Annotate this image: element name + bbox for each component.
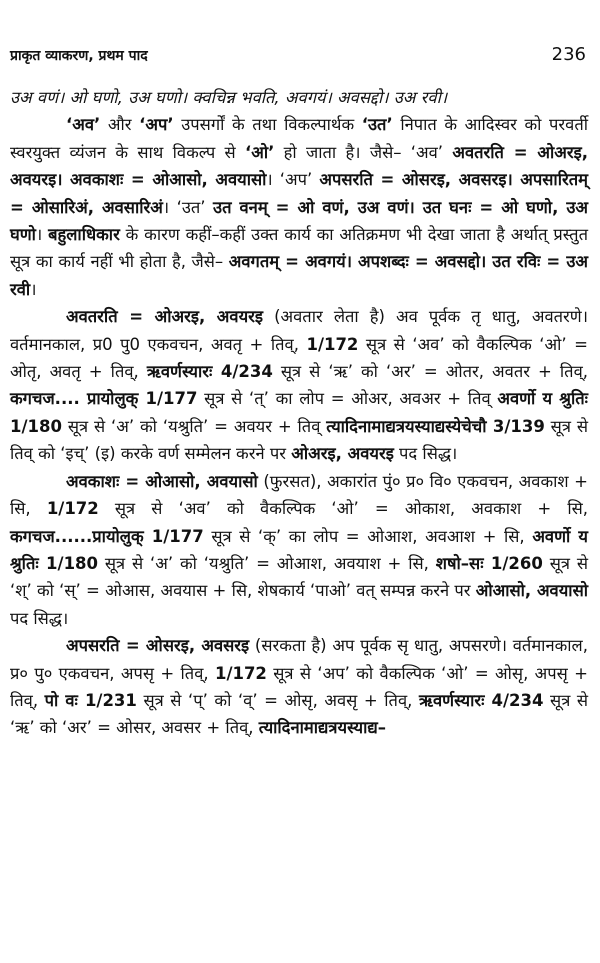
- bold-text: अवकाशः = ओआसो, अवयासो: [66, 471, 258, 491]
- text-run: उअ वणं। ओ घणो, उअ घणो। क्वचिन्न भवति, अवगयं। अवसद्दो। उअ रवी।: [10, 88, 448, 107]
- text-run: पद सिद्ध।: [393, 444, 458, 464]
- bold-text: अवगतम् = अवगयं। अपशब्दः = अवसद्दो। उत रविः = उअ रवी: [10, 252, 588, 299]
- bold-text: अवर्णो य श्रुतिः 1/180: [10, 526, 588, 573]
- text-run: ।: [30, 279, 37, 299]
- bold-text: शषो–सः 1/260: [435, 553, 543, 573]
- paragraph: [10, 303, 588, 467]
- text-run: सूत्र से ‘प्’ को ‘व्’ = ओसृ, अवसृ + तिव्,: [136, 690, 419, 710]
- paragraph: [10, 632, 588, 742]
- text-run: सूत्र से ‘ऋ’ को ‘अर’ = ओतर, अवतर + तिव्,: [272, 362, 588, 382]
- bold-text: त्यादिनामाद्यत्रयस्याद्यस्येचेचौ 3/139: [326, 416, 545, 436]
- bold-text: 1/172: [214, 663, 267, 683]
- bold-text: कगचज.... प्रायोलुक् 1/177: [10, 389, 198, 409]
- bold-text: उत वनम् = ओ वणं, उअ वणं। उत घनः = ओ घणो, उअ घणो: [10, 197, 588, 245]
- text-run: पद सिद्ध।: [10, 608, 69, 628]
- text-run: ।: [35, 225, 49, 245]
- text-run: सूत्र से ‘अ’ को ‘यश्रुति’ = ओआश, अवयाश + सि,: [98, 553, 436, 573]
- text-run: सूत्र से तिव् को ‘इच्’ (इ) करके वर्ण सम्मेलन करने पर: [10, 416, 588, 464]
- bold-text: अवतरति = ओअरइ, अवयरइ: [66, 307, 263, 327]
- page-body: [10, 84, 588, 742]
- bold-text: अवर्णो य श्रुतिः 1/180: [10, 389, 588, 436]
- text-run: सूत्र से ‘श्’ को ‘स्’ = ओआस, अवयास + सि, शेषकार्य ‘पाओ’ वत् सम्पन्न करने पर: [10, 553, 589, 601]
- text-run: सूत्र से ‘अप’ को वैकल्पिक ‘ओ’ = ओसृ, अपसृ + तिव्,: [10, 663, 588, 710]
- text-run: सूत्र से ‘अव’ को वैकल्पिक ‘ओ’ = ओतृ, अवतृ + तिव्,: [10, 334, 588, 382]
- running-title: प्राकृत व्याकरण, प्रथम पाद: [10, 48, 148, 64]
- text-run: हो जाता है। जैसे– ‘अव’: [274, 142, 453, 162]
- text-run: और: [100, 115, 140, 135]
- text-run: सूत्र से ‘ऋ’ को ‘अर’ = ओसर, अवसर + तिव्,: [10, 690, 589, 738]
- bold-text: ‘उत’: [361, 115, 393, 135]
- bold-text: अपसरति = ओसरइ, अवसरइ। अपसारितम् = ओसारिअं, अवसारिअं: [10, 170, 588, 217]
- bold-text: ‘अप’: [139, 115, 174, 135]
- bold-text: अपसरति = ओसरइ, अवसरइ: [66, 636, 250, 656]
- bold-text: बहुलाधिकार: [48, 225, 120, 245]
- bold-text: 1/172: [46, 499, 99, 519]
- text-run: सूत्र से ‘त्’ का लोप = ओअर, अवअर + तिव्: [197, 389, 498, 409]
- paragraph: [10, 468, 588, 632]
- bold-text: ‘अव’: [66, 115, 101, 135]
- text-run: (फुरसत), अकारांत पुं० प्र० वि० एकवचन, अवकाश + सि,: [10, 471, 589, 519]
- text-run: सूत्र से ‘अव’ को वैकल्पिक ‘ओ’ = ओकाश, अवकाश + सि,: [98, 499, 588, 519]
- bold-text: ऋवर्णस्यारः 4/234: [146, 362, 273, 382]
- text-run: (अवतार लेता है) अव पूर्वक तृ धातु, अवतरणे। वर्तमानकाल, प्र0 पु0 एकवचन, अवतृ + तिव्,: [10, 307, 588, 354]
- text-run: के कारण कहीं–कहीं उक्त कार्य का अतिक्रमण भी देखा जाता है अर्थात् प्रस्तुत सूत्र का कार्य नहीं भी होता है, जैसे–: [10, 225, 588, 272]
- bold-text: कगचज......प्रायोलुक् 1/177: [10, 526, 204, 546]
- page-header: [10, 46, 586, 72]
- bold-text: ऋवर्णस्यारः 4/234: [418, 690, 544, 710]
- bold-text: त्यादिनामाद्यत्रयस्याद्य–: [258, 718, 386, 738]
- text-run: (सरकता है) अप पूर्वक सृ धातु, अपसरणे। वर्तमानकाल, प्र० पु० एकवचन, अपसृ + तिव्,: [10, 636, 588, 683]
- page-number: 236: [551, 44, 586, 65]
- bold-text: पो वः 1/231: [44, 690, 137, 710]
- paragraph: [10, 84, 588, 111]
- text-run: निपात के आदिस्वर को परवर्ती स्वरयुक्त व्यंजन के साथ विकल्प से: [10, 115, 588, 162]
- bold-text: ओआसो, अवयासो: [475, 581, 589, 601]
- text-run: । ‘अप’: [266, 170, 320, 190]
- text-run: उपसर्गों के तथा विकल्पार्थक: [173, 115, 362, 135]
- bold-text: ‘ओ’: [244, 142, 275, 162]
- paragraph: [10, 111, 588, 303]
- bold-text: 1/172: [306, 334, 359, 354]
- text-run: सूत्र से ‘क्’ का लोप = ओआश, अवआश + सि,: [203, 526, 533, 546]
- text-run: । ‘उत’: [162, 197, 214, 217]
- bold-text: अवतरति = ओअरइ, अवयरइ। अवकाशः = ओआसो, अवयासो: [10, 142, 588, 190]
- text-run: सूत्र से ‘अ’ को ‘यश्रुति’ = अवयर + तिव्: [61, 416, 327, 436]
- bold-text: ओअरइ, अवयरइ: [291, 444, 394, 464]
